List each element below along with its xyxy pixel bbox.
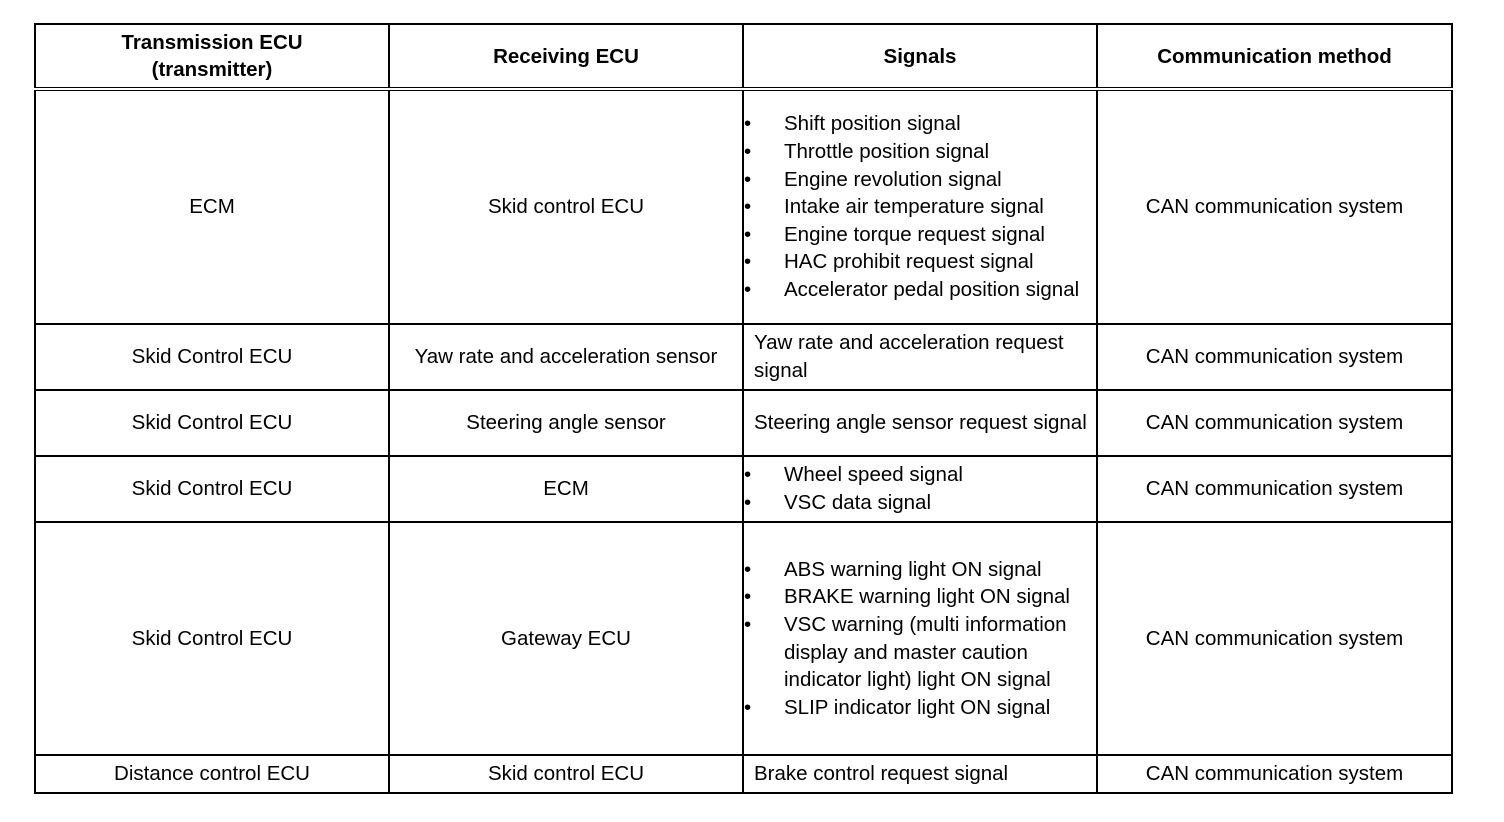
signal-text: VSC data signal [784, 491, 932, 514]
bullet-glyph: • [744, 112, 752, 136]
receiver-cell: Gateway ECU [389, 522, 743, 755]
signal-item [744, 193, 1096, 221]
transmitter-cell: Skid Control ECU [35, 390, 389, 456]
signals-cell [743, 522, 1097, 755]
transmitter-cell: Skid Control ECU [35, 324, 389, 390]
signal-item [744, 694, 1096, 722]
signal-item [744, 276, 1096, 304]
header-receiver: Receiving ECU [389, 24, 743, 89]
method-cell: CAN communication system [1097, 324, 1452, 390]
ecu-communication-table [34, 23, 1453, 794]
bullet-glyph: • [744, 695, 752, 719]
table-row [35, 390, 1452, 456]
method-cell: CAN communication system [1097, 522, 1452, 755]
transmitter-cell: ECM [35, 89, 389, 324]
transmitter-cell: Skid Control ECU [35, 456, 389, 522]
signal-text: Wheel speed signal [784, 463, 963, 487]
table-row [35, 324, 1452, 390]
signal-text: VSC warning (multi information display and master caution indicator light) light ON signal [784, 612, 1067, 692]
receiver-cell: Steering angle sensor [389, 390, 743, 456]
signal-list [744, 110, 1096, 303]
signal-text: SLIP indicator light ON signal [784, 695, 1051, 719]
signal-item [744, 248, 1096, 276]
receiver-cell: Skid control ECU [389, 89, 743, 324]
receiver-cell: Yaw rate and acceleration sensor [389, 324, 743, 390]
method-cell: CAN communication system [1097, 755, 1452, 793]
header-method: Communication method [1097, 24, 1452, 89]
receiver-cell: ECM [389, 456, 743, 522]
table-row [35, 522, 1452, 755]
signals-cell [743, 89, 1097, 324]
signals-cell: Yaw rate and acceleration request signal [743, 324, 1097, 390]
bullet-glyph: • [744, 140, 752, 164]
signal-text: Engine revolution signal [784, 167, 1002, 191]
method-cell: CAN communication system [1097, 390, 1452, 456]
signal-item [744, 611, 1096, 694]
signal-list [744, 556, 1096, 722]
signal-item [744, 166, 1096, 194]
signal-text: ABS warning light ON signal [784, 557, 1042, 581]
signal-item [744, 138, 1096, 166]
signals-cell: Steering angle sensor request signal [743, 390, 1097, 456]
signals-cell [743, 456, 1097, 522]
bullet-glyph: • [744, 277, 752, 301]
signal-text: Shift position signal [784, 112, 961, 136]
bullet-glyph: • [744, 557, 752, 581]
bullet-glyph: • [744, 491, 752, 514]
signals-cell: Brake control request signal [743, 755, 1097, 793]
transmitter-cell: Distance control ECU [35, 755, 389, 793]
signal-item [744, 461, 1096, 489]
signal-item [744, 489, 1096, 517]
signal-text: Throttle position signal [784, 140, 990, 164]
signal-text: Intake air temperature signal [784, 195, 1044, 219]
signal-list [744, 461, 1096, 516]
method-cell: CAN communication system [1097, 456, 1452, 522]
table-row [35, 89, 1452, 324]
bullet-glyph: • [744, 585, 752, 609]
header-signals: Signals [743, 24, 1097, 89]
signal-text: Engine torque request signal [784, 222, 1045, 246]
signal-item [744, 221, 1096, 249]
signal-text: Accelerator pedal position signal [784, 277, 1080, 301]
table-row [35, 456, 1452, 522]
table-row [35, 755, 1452, 793]
header-transmitter: Transmission ECU (transmitter) [35, 24, 389, 89]
bullet-glyph: • [744, 612, 752, 636]
signal-item [744, 583, 1096, 611]
table-header-row [35, 24, 1452, 89]
signal-text: BRAKE warning light ON signal [784, 585, 1070, 609]
bullet-glyph: • [744, 463, 752, 487]
method-cell: CAN communication system [1097, 89, 1452, 324]
receiver-cell: Skid control ECU [389, 755, 743, 793]
bullet-glyph: • [744, 167, 752, 191]
signal-item [744, 556, 1096, 584]
bullet-glyph: • [744, 222, 752, 246]
bullet-glyph: • [744, 250, 752, 274]
bullet-glyph: • [744, 195, 752, 219]
transmitter-cell: Skid Control ECU [35, 522, 389, 755]
signal-text: HAC prohibit request signal [784, 250, 1034, 274]
signal-item [744, 110, 1096, 138]
